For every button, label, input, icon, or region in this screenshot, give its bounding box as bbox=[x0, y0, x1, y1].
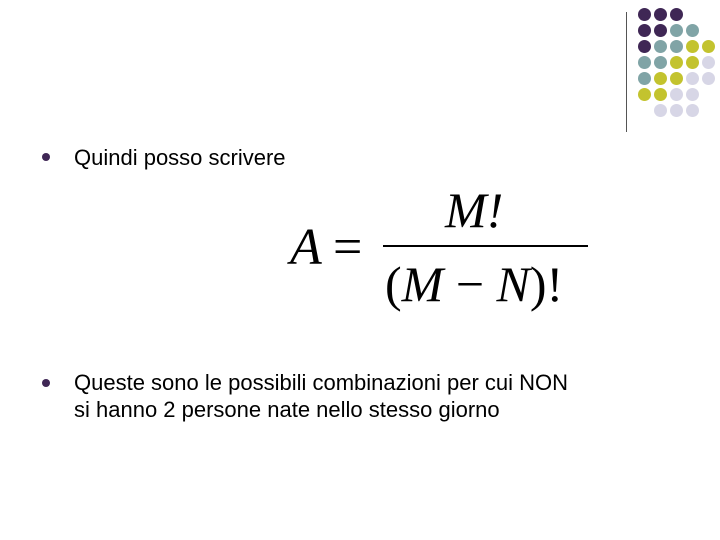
decorative-dot bbox=[686, 104, 699, 117]
decorative-dot bbox=[670, 40, 683, 53]
decorative-dot bbox=[654, 88, 667, 101]
den-minus: − bbox=[443, 256, 497, 312]
decorative-dot bbox=[638, 24, 651, 37]
decorative-dot bbox=[686, 40, 699, 53]
bullet-marker-1 bbox=[42, 153, 50, 161]
bullet-text-2-line-1: Queste sono le possibili combinazioni per cui NON bbox=[74, 370, 569, 395]
decorative-dot bbox=[670, 8, 683, 21]
formula-numerator-text: M! bbox=[445, 182, 504, 238]
decorative-vertical-line bbox=[626, 12, 627, 132]
decorative-dot bbox=[670, 56, 683, 69]
den-m: M bbox=[401, 256, 444, 312]
decorative-dot bbox=[638, 8, 651, 21]
formula-denominator bbox=[385, 255, 563, 313]
decorative-dot bbox=[686, 24, 699, 37]
decorative-dot bbox=[654, 56, 667, 69]
bullet-marker-2 bbox=[42, 379, 50, 387]
decorative-dot bbox=[654, 40, 667, 53]
decorative-dot-grid bbox=[638, 8, 720, 120]
bullet-text-1: Quindi posso scrivere bbox=[74, 145, 286, 170]
decorative-dot bbox=[638, 72, 651, 85]
den-open: ( bbox=[385, 256, 402, 312]
decorative-dot bbox=[702, 72, 715, 85]
den-n: N bbox=[496, 256, 530, 312]
decorative-dot bbox=[638, 40, 651, 53]
den-close: )! bbox=[529, 256, 564, 312]
decorative-dot bbox=[638, 88, 651, 101]
bullet-text-2 bbox=[74, 369, 568, 423]
decorative-dot bbox=[686, 72, 699, 85]
decorative-dot bbox=[654, 8, 667, 21]
formula-equals: = bbox=[333, 219, 363, 276]
decorative-dot bbox=[638, 56, 651, 69]
fraction-bar bbox=[383, 245, 588, 247]
formula bbox=[285, 182, 595, 325]
decorative-dot bbox=[686, 88, 699, 101]
decorative-dot bbox=[702, 56, 715, 69]
formula-numerator bbox=[445, 181, 503, 239]
decorative-dot bbox=[654, 72, 667, 85]
decorative-dot bbox=[702, 40, 715, 53]
decorative-dot bbox=[686, 56, 699, 69]
decorative-dot bbox=[670, 24, 683, 37]
decorative-dot bbox=[654, 104, 667, 117]
decorative-dot bbox=[654, 24, 667, 37]
decorative-dot bbox=[670, 88, 683, 101]
formula-lhs: A bbox=[290, 219, 322, 276]
decorative-dot bbox=[670, 72, 683, 85]
decorative-dot bbox=[670, 104, 683, 117]
bullet-text-2-line-2: si hanno 2 persone nate nello stesso giorno bbox=[74, 397, 500, 422]
